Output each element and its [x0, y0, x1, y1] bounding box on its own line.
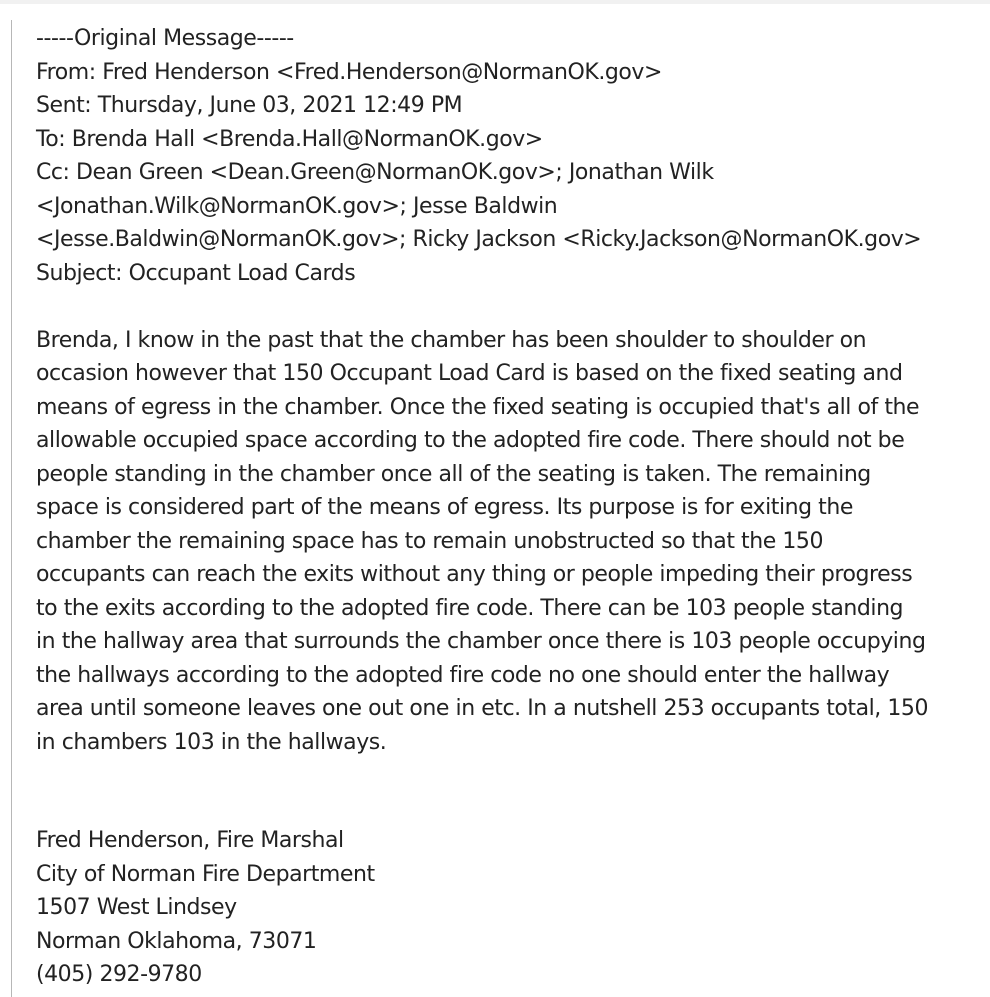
- body-line: occupants can reach the exits without any thing or people impeding their progress: [36, 562, 913, 587]
- from-line: From: Fred Henderson <Fred.Henderson@NormanOK.gov>: [36, 59, 662, 85]
- top-divider: [0, 0, 990, 4]
- sent-line: Sent: Thursday, June 03, 2021 12:49 PM: [36, 93, 463, 118]
- body-line: Brenda, I know in the past that the chamber has been shoulder to shoulder on: [36, 327, 867, 353]
- subject-line: Subject: Occupant Load Cards: [36, 260, 356, 286]
- forwarded-message: [36, 22, 971, 759]
- signature-phone: (405) 292-9780: [36, 962, 202, 987]
- cc-line-3: <Jesse.Baldwin@NormanOK.gov>; Ricky Jackson <Ricky.Jackson@NormanOK.gov>: [36, 227, 922, 252]
- body-line: in chambers 103 in the hallways.: [36, 729, 387, 755]
- signature-city: Norman Oklahoma, 73071: [36, 928, 317, 954]
- body-line: to the exits according to the adopted fire code. There can be 103 people standing: [36, 595, 904, 621]
- body-line: allowable occupied space according to the adopted fire code. There should not be: [36, 428, 905, 453]
- body-line: area until someone leaves one out one in etc. In a nutshell 253 occupants total, 150: [36, 696, 929, 721]
- body-line: chamber the remaining space has to remain unobstructed so that the 150: [36, 528, 823, 554]
- body-line: in the hallway area that surrounds the chamber once there is 103 people occupying: [36, 629, 926, 654]
- quote-bar: [11, 20, 12, 997]
- cc-line-2: <Jonathan.Wilk@NormanOK.gov>; Jesse Baldwin: [36, 193, 558, 219]
- body-line: space is considered part of the means of egress. Its purpose is for exiting the: [36, 495, 853, 520]
- original-message-marker: -----Original Message-----: [36, 26, 294, 51]
- signature-department: City of Norman Fire Department: [36, 861, 375, 887]
- body-line: means of egress in the chamber. Once the fixed seating is occupied that's all of the: [36, 394, 920, 420]
- signature-name-title: Fred Henderson, Fire Marshal: [36, 828, 344, 853]
- body-line: occasion however that 150 Occupant Load Card is based on the fixed seating and: [36, 361, 903, 386]
- signature-block: [36, 824, 971, 992]
- signature-street: 1507 West Lindsey: [36, 895, 237, 920]
- message-body: [36, 324, 971, 760]
- cc-line-1: Cc: Dean Green <Dean.Green@NormanOK.gov>; Jonathan Wilk: [36, 160, 714, 185]
- to-line: To: Brenda Hall <Brenda.Hall@NormanOK.gov>: [36, 126, 543, 152]
- body-line: people standing in the chamber once all of the seating is taken. The remaining: [36, 461, 871, 487]
- body-line: the hallways according to the adopted fire code no one should enter the hallway: [36, 662, 890, 688]
